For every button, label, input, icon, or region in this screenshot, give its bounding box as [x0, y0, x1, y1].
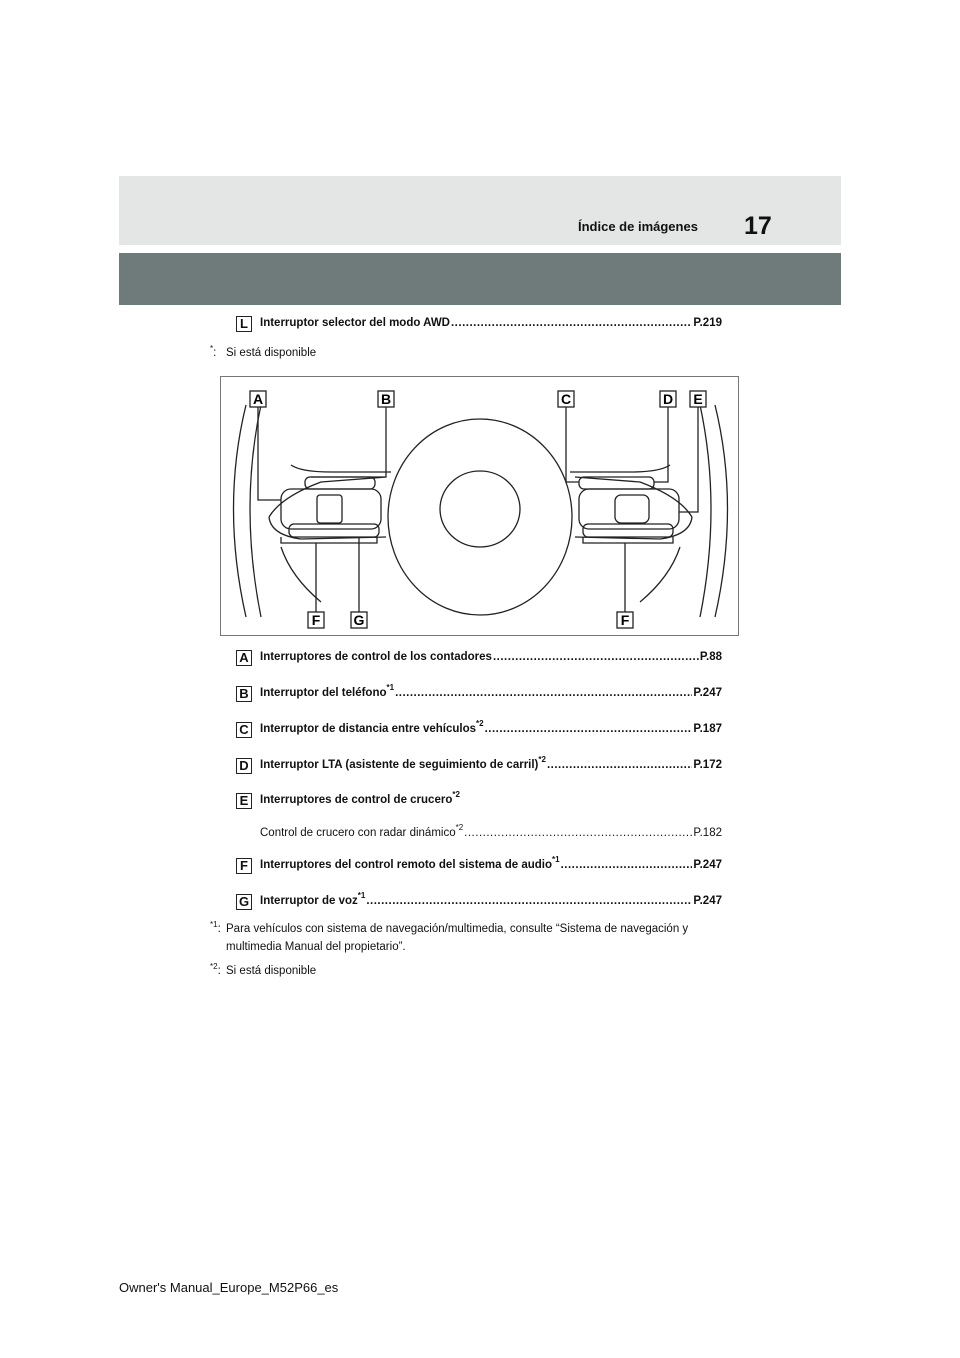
steering-wheel-figure: [220, 376, 739, 636]
index-row-d: D Interruptor LTA (asistente de seguimiento de carril) $^{*2}$ ..... P.172: [236, 758, 722, 778]
index-subrow-e: Control de crucero con radar dinámico $^{*2}$ ..... P.182: [236, 826, 722, 846]
index-row-b: B Interruptor del teléfono $^{*1}$ ..... P.247: [236, 686, 722, 706]
header-bar: [119, 253, 841, 305]
callout-f-left: F: [311, 612, 321, 628]
footnote-2: $^{*2}$: Si está disponible: [210, 962, 317, 977]
footer-text: Owner's Manual_Europe_M52P66_es: [119, 1280, 339, 1295]
row-text: Interruptor selector del modo AWD: [260, 317, 450, 329]
callout-c: C: [560, 391, 572, 407]
callout-d: D: [662, 391, 674, 407]
steering-wheel-illustration: [221, 377, 740, 637]
callout-g: G: [353, 612, 365, 628]
availability-note: *: Si está disponible: [210, 344, 317, 359]
section-title: Índice de imágenes: [578, 219, 698, 234]
row-page: P.219: [693, 317, 722, 329]
header-band: [119, 176, 841, 245]
index-row-e: E Interruptores de control de crucero $^{*2}$: [236, 793, 722, 813]
callout-b: B: [380, 391, 392, 407]
callout-a: A: [252, 391, 264, 407]
index-row-l: [236, 316, 722, 336]
index-row-c: C Interruptor de distancia entre vehículos $^{*2}$ ..... P.187: [236, 722, 722, 742]
index-row-g: G Interruptor de voz $^{*1}$ ..... P.247: [236, 894, 722, 914]
callout-e: E: [693, 391, 703, 407]
row-label: L: [236, 316, 252, 332]
index-row-a: A Interruptores de control de los contadores ..... P.88: [236, 650, 722, 670]
page-number: 17: [744, 212, 772, 240]
callout-f-right: F: [620, 612, 630, 628]
index-row-f: F Interruptores del control remoto del sistema de audio $^{*1}$ ..... P.247: [236, 858, 722, 878]
footnote-1: $^{*1}$: Para vehículos con sistema de navegación/multimedia, consulte “Sistema de navegación y multimedia Manual del propietario”.: [210, 920, 689, 953]
